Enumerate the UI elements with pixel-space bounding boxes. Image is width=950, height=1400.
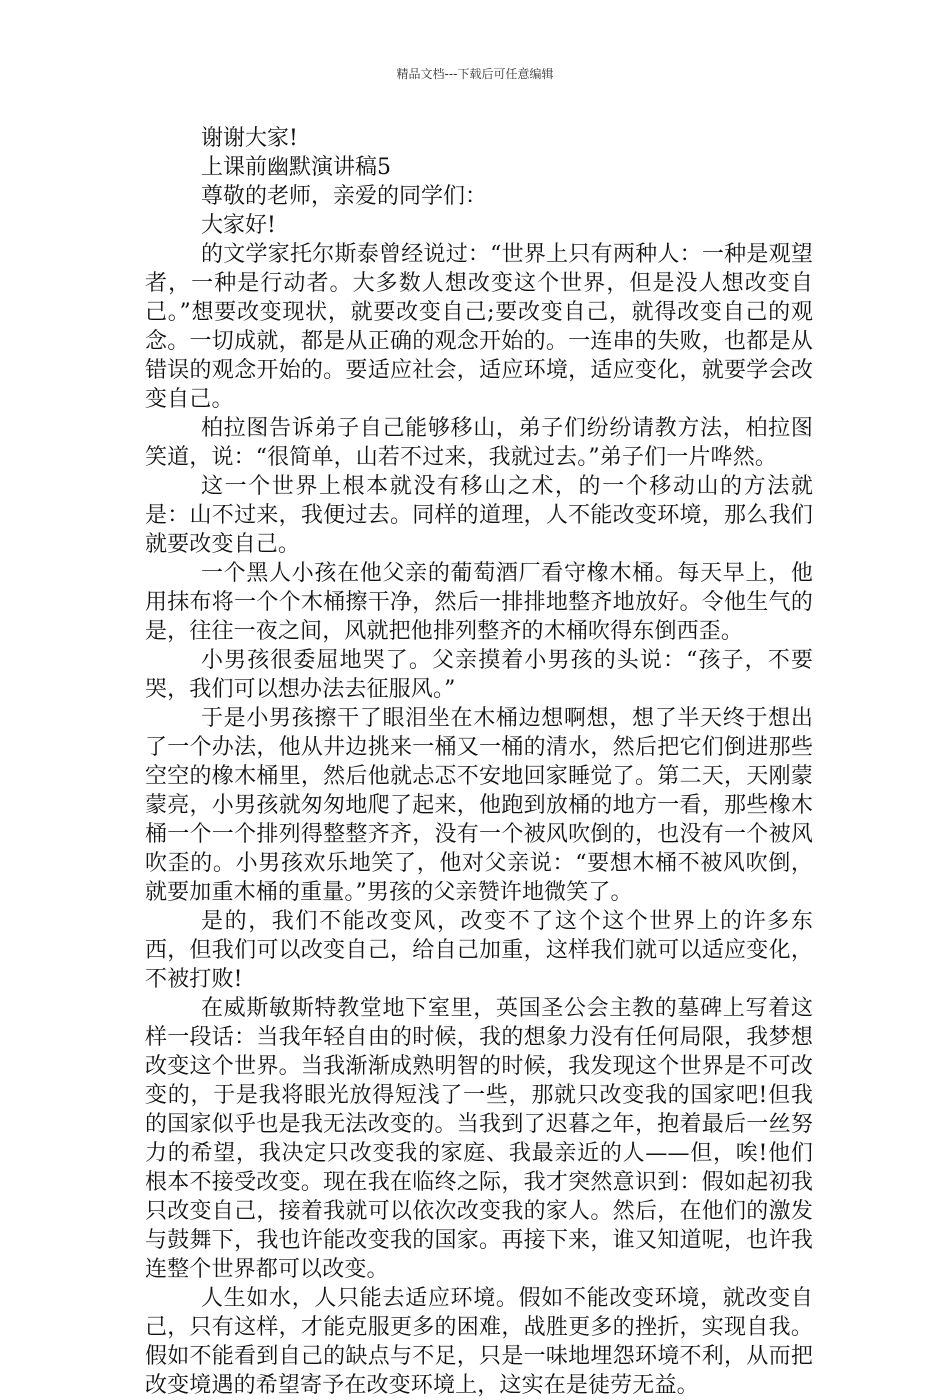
speech-title: 上课前幽默演讲稿5 [201, 155, 391, 180]
paragraph: 一个黑人小孩在他父亲的葡萄酒厂看守橡木桶。每天早上，他用抹布将一个个木桶擦干净，然后一排排地整齐地放好。令他生气的是，往往一夜之间，风就把他排列整齐的木桶吹得东倒西歪。 [145, 561, 813, 644]
paragraph: 人生如水，人只能去适应环境。假如不能改变环境，就改变自己，只有这样，才能克服更多的困难，战胜更多的挫折，实现自我。假如不能看到自己的缺点与不足，只是一味地埋怨环境不利，从而把改变境遇的希望寄予在改变环境上，这实在是徒劳无益。 [145, 1286, 813, 1398]
paragraph: 的文学家托尔斯泰曾经说过：“世界上只有两种人：一种是观望者，一种是行动者。大多数人想改变这个世界，但是没人想改变自己。”想要改变现状，就要改变自己;要改变自己，就得改变自己的观念。一切成就，都是从正确的观念开始的。一连串的失败，也都是从错误的观念开始的。要适应社会，适应环境，适应变化，就要学会改变自己。 [145, 242, 813, 412]
paragraph: 小男孩很委屈地哭了。父亲摸着小男孩的头说：“孩子，不要哭，我们可以想办法去征服风。” [145, 648, 813, 702]
paragraph: 这一个世界上根本就没有移山之术，的一个移动山的方法就是：山不过来，我便过去。同样的道理，人不能改变环境，那么我们就要改变自己。 [145, 474, 813, 557]
paragraph: 柏拉图告诉弟子自己能够移山，弟子们纷纷请教方法，柏拉图笑道，说：“很简单，山若不过来，我就过去。”弟子们一片哗然。 [145, 416, 813, 470]
paragraph: 于是小男孩擦干了眼泪坐在木桶边想啊想，想了半天终于想出了一个办法，他从井边挑来一桶又一桶的清水，然后把它们倒进那些空空的橡木桶里，然后他就忐忑不安地回家睡觉了。第二天，天刚蒙蒙亮，小男孩就匆匆地爬了起来，他跑到放桶的地方一看，那些橡木桶一个一个排列得整整齐齐，没有一个被风吹倒的，也没有一个被风吹歪的。小男孩欢乐地笑了，他对父亲说：“要想木桶不被风吹倒，就要加重木桶的重量。”男孩的父亲赞许地微笑了。 [145, 706, 813, 905]
closing-thanks-line: 谢谢大家! [201, 126, 298, 151]
greeting-line: 大家好! [201, 213, 276, 238]
salutation-line: 尊敬的老师，亲爱的同学们： [201, 184, 488, 209]
paragraph: 是的，我们不能改变风，改变不了这个这个世界上的许多东西，但我们可以改变自己，给自己加重，这样我们就可以适应变化，不被打败! [145, 909, 813, 992]
page-header: 精品文档---下载后可任意编辑 [396, 67, 554, 81]
document-body [145, 124, 813, 1400]
paragraph: 在威斯敏斯特教堂地下室里，英国圣公会主教的墓碑上写着这样一段话：当我年轻自由的时候，我的想象力没有任何局限，我梦想改变这个世界。当我渐渐成熟明智的时候，我发现这个世界是不可改变的，于是我将眼光放得短浅了一些，那就只改变我的国家吧!但我的国家似乎也是我无法改变的。当我到了迟暮之年，抱着最后一丝努力的希望，我决定只改变我的家庭、我最亲近的人——但，唉!他们根本不接受改变。现在我在临终之际，我才突然意识到：假如起初我只改变自己，接着我就可以依次改变我的家人。然后，在他们的激发与鼓舞下，我也许能改变我的国家。再接下来，谁又知道呢，也许我连整个世界都可以改变。 [145, 996, 813, 1282]
